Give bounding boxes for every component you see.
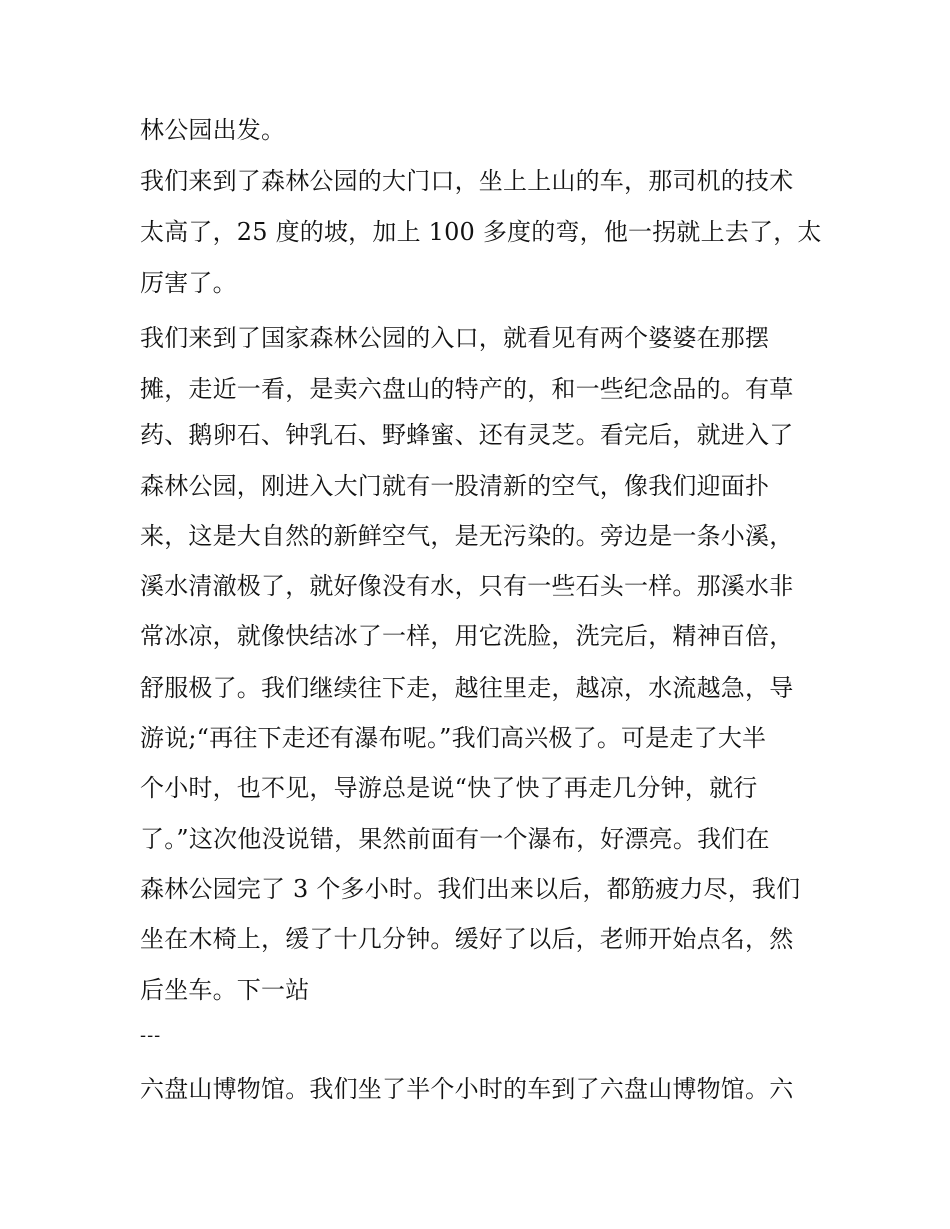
text-line: 摊，走近一看，是卖六盘山的特产的，和一些纪念品的。有草 [140, 375, 794, 403]
text-line: 六盘山博物馆。我们坐了半个小时的车到了六盘山博物馆。六 [140, 1075, 794, 1103]
text-line: 太高了，25 度的坡，加上 100 多度的弯，他一拐就上去了，太 [140, 218, 822, 246]
text-line: 溪水清澈极了，就好像没有水，只有一些石头一样。那溪水非 [140, 572, 794, 600]
text-line: 厉害了。 [140, 269, 237, 297]
text-line: 来，这是大自然的新鲜空气，是无污染的。旁边是一条小溪， [140, 522, 794, 550]
text-line: 常冰凉，就像快结冰了一样，用它洗脸，洗完后，精神百倍， [140, 622, 794, 650]
text-line: 游说;“再往下走还有瀑布呢。”我们高兴极了。可是走了大半 [140, 724, 767, 752]
text-line: 药、鹅卵石、钟乳石、野蜂蜜、还有灵芝。看完后，就进入了 [140, 421, 794, 449]
text-line: 森林公园，刚进入大门就有一股清新的空气，像我们迎面扑 [140, 472, 770, 500]
text-line: 我们来到了国家森林公园的入口，就看见有两个婆婆在那摆 [140, 324, 770, 352]
text-line: 后坐车。下一站 [140, 976, 310, 1004]
text-line: 了。”这次他没说错，果然前面有一个瀑布，好漂亮。我们在 [140, 825, 770, 853]
text-line: 林公园出发。 [140, 116, 286, 144]
text-line: 舒服极了。我们继续往下走，越往里走，越凉，水流越急，导 [140, 674, 794, 702]
text-line: 我们来到了森林公园的大门口，坐上上山的车，那司机的技术 [140, 167, 794, 195]
page-separator: --- [140, 1025, 162, 1046]
text-line: 坐在木椅上，缓了十几分钟。缓好了以后，老师开始点名，然 [140, 925, 794, 953]
text-line: 森林公园完了 3 个多小时。我们出来以后，都筋疲力尽，我们 [140, 875, 801, 903]
text-line: 个小时，也不见，导游总是说“快了快了再走几分钟，就行 [140, 774, 758, 802]
